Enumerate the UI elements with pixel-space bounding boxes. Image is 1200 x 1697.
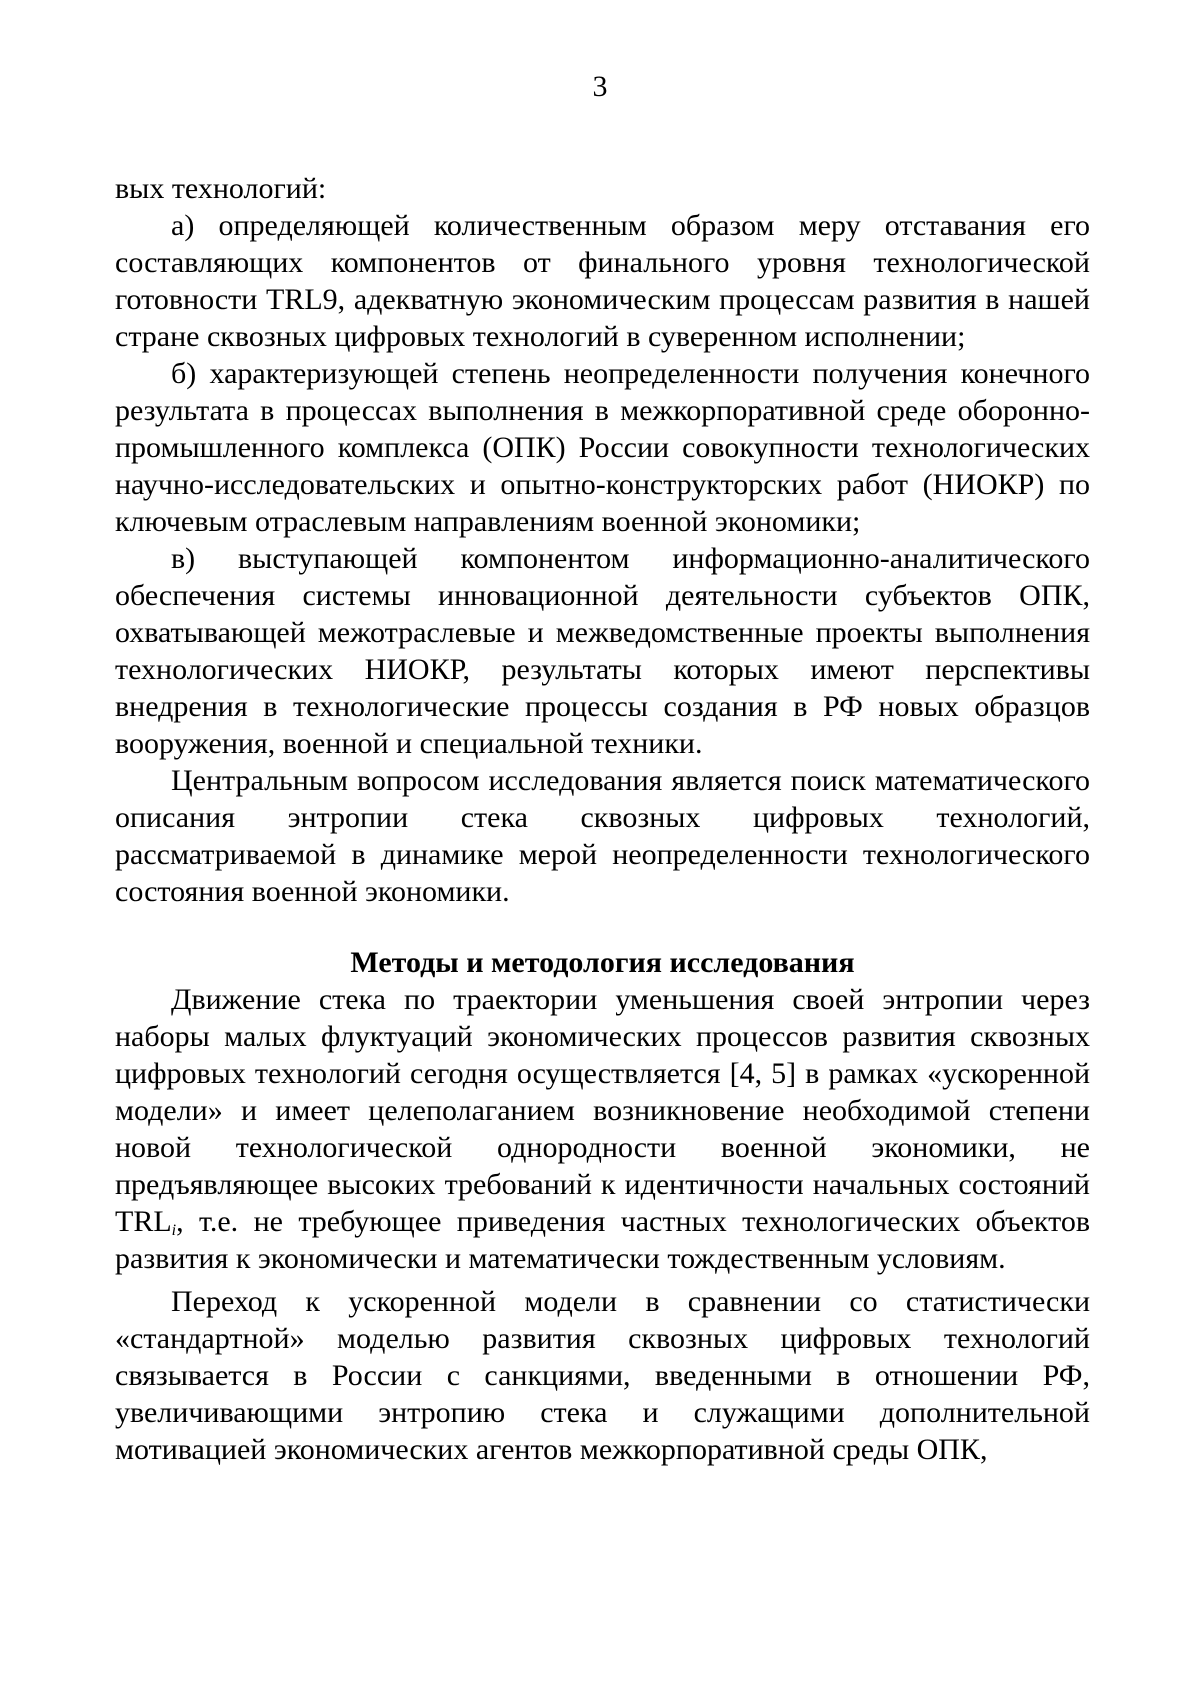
trl-symbol: TRL [115,1205,172,1238]
list-item-a: а) определяющей количественным образом меру отставания его составляющих компонентов от финального уровня технологической готовности TRL9, адекватную экономическим процессам развития в нашей стране сквозных цифровых технологий в суверенном исполнении; [115,209,1090,353]
page-number: 3 [592,70,608,103]
paragraph-methods-text-end: , т.е. не требующее приведения частных технологических объектов развития к экономически и математически тождественным условиям. [115,1205,1090,1275]
paragraph-transition: Переход к ускоренной модели в сравнении со статистически «стандартной» моделью развития сквозных цифровых технологий связывается в России с санкциями, введенными в отношении РФ, увеличивающими энтропию стека и служащими дополнительной мотивацией экономических агентов межкорпоративной среды ОПК, [115,1285,1090,1466]
paragraph-methods [115,981,1090,1277]
trl-subscript: i [171,1222,177,1239]
body-text [115,170,1090,1468]
section-title: Методы и методология исследования [350,946,855,979]
paragraph-central-question: Центральным вопросом исследования является поиск математического описания энтропии стека сквозных цифровых технологий, рассматриваемой в динамике мерой неопределенности технологического состояния военной экономики. [115,764,1090,908]
list-item-b: б) характеризующей степень неопределенности получения конечного результата в процессах выполнения в межкорпоративной среде оборонно-промышленного комплекса (ОПК) России совокупности технологических научно-исследовательских и опытно-конструкторских работ (НИОКР) по ключевым отраслевым направлениям военной экономики; [115,357,1090,538]
list-item-c: в) выступающей компонентом информационно-аналитического обеспечения системы инновационной деятельности субъектов ОПК, охватывающей межотраслевые и межведомственные проекты выполнения технологических НИОКР, результаты которых имеют перспективы внедрения в технологические процессы создания в РФ новых образцов вооружения, военной и специальной техники. [115,542,1090,760]
paragraph-methods-text: Движение стека по траектории уменьшения своей энтропии через наборы малых флуктуаций экономических процессов развития сквозных цифровых технологий сегодня осуществляется [4, 5] в рамках «ускоренной модели» и имеет целеполаганием возникновение необходимой степени новой технологической однородности военной экономики, не предъявляющее высоких требований к идентичности начальных состояний [115,983,1090,1201]
paragraph-continuation: вых технологий: [115,172,327,205]
